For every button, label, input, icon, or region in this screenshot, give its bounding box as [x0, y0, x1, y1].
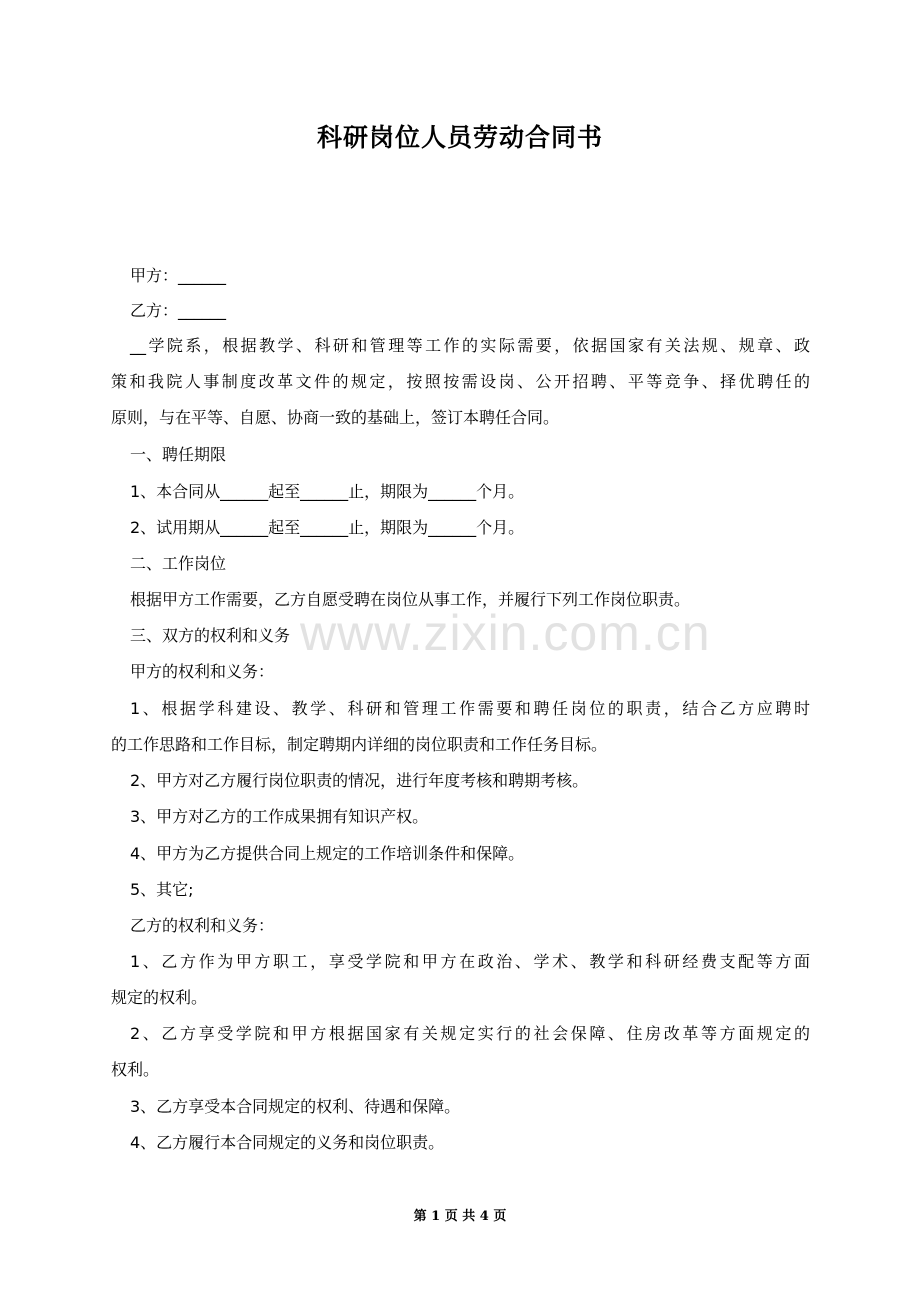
- clause-line: 权利。: [111, 1060, 160, 1079]
- clause-line: 1、根据学科建设、教学、科研和管理工作需要和聘任岗位的职责，结合乙方应聘时: [130, 699, 810, 718]
- watermark: www.zixin.com.cn: [300, 605, 711, 661]
- party-b-line: 乙方：______: [130, 301, 227, 320]
- clause-line: 的工作思路和工作目标，制定聘期内详细的岗位职责和工作任务目标。: [111, 735, 608, 754]
- section-heading-position: 二、工作岗位: [130, 554, 227, 573]
- subheading-party-b: 乙方的权利和义务：: [130, 916, 275, 935]
- clause-line: 2、甲方对乙方履行岗位职责的情况，进行年度考核和聘期考核。: [130, 771, 589, 790]
- subheading-party-a: 甲方的权利和义务：: [130, 662, 275, 681]
- party-a-line: 甲方：______: [130, 266, 227, 285]
- clause-line: 4、甲方为乙方提供合同上规定的工作培训条件和保障。: [130, 844, 525, 863]
- section-heading-term: 一、聘任期限: [130, 445, 227, 464]
- clause-line: 4、乙方履行本合同规定的义务和岗位职责。: [130, 1133, 445, 1152]
- intro-paragraph-line: 原则，与在平等、自愿、协商一致的基础上，签订本聘任合同。: [111, 408, 560, 427]
- intro-paragraph-line: 策和我院人事制度改革文件的规定，按照按需设岗、公开招聘、平等竞争、择优聘任的: [111, 372, 810, 391]
- intro-paragraph-line: __学院系，根据教学、科研和管理等工作的实际需要，依据国家有关法规、规章、政: [130, 336, 810, 355]
- page-number-footer: 第 1 页 共 4 页: [413, 1209, 507, 1224]
- clause-line: 3、甲方对乙方的工作成果拥有知识产权。: [130, 807, 429, 826]
- clause-line: 2、试用期从______起至______止，期限为______个月。: [130, 518, 525, 537]
- clause-line: 5、其它;: [130, 880, 194, 899]
- clause-line: 3、乙方享受本合同规定的权利、待遇和保障。: [130, 1097, 461, 1116]
- clause-line: 规定的权利。: [111, 988, 208, 1007]
- clause-line: 2、乙方享受学院和甲方根据国家有关规定实行的社会保障、住房改革等方面规定的: [130, 1024, 810, 1043]
- clause-line: 1、乙方作为甲方职工，享受学院和甲方在政治、学术、教学和科研经费支配等方面: [130, 952, 810, 971]
- section-heading-rights: 三、双方的权利和义务: [130, 626, 291, 645]
- document-title: 科研岗位人员劳动合同书: [316, 123, 603, 152]
- clause-line: 根据甲方工作需要，乙方自愿受聘在岗位从事工作，并履行下列工作岗位职责。: [130, 590, 691, 609]
- clause-line: 1、本合同从______起至______止，期限为______个月。: [130, 482, 525, 501]
